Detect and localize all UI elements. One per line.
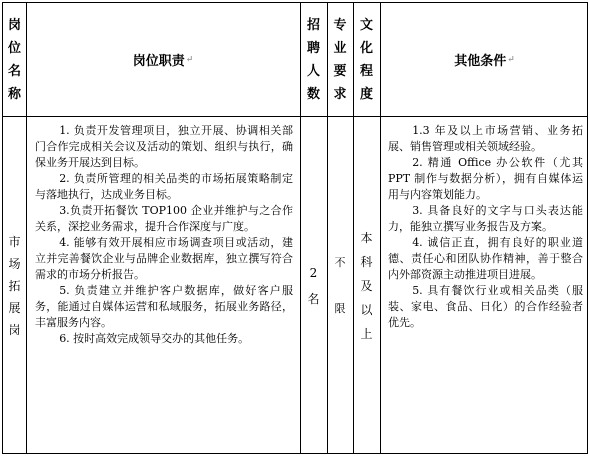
condition-item: 2. 精通 Office 办公软件（尤其 PPT 制作与数据分析），拥有自媒体运用与内容策划能力。 <box>388 156 583 201</box>
header-major: 专 业 要 求 <box>333 17 347 102</box>
header-education: 文 化 程 度 <box>359 17 373 102</box>
condition-item: 4. 诚信正直，拥有良好的职业道德、责任心和团队协作精神，善于整合内外部资源主动推进项目进展。 <box>388 236 583 281</box>
position-name: 市 场 拓 展 岗 <box>8 234 21 337</box>
duty-item: 4. 能够有效开展相应市场调查项目或活动，建立并完善餐饮企业与品牌企业数据库，独立撰写符合需求的市场分析报告。 <box>35 236 293 281</box>
header-other: 其他条件 ↵ <box>454 54 515 69</box>
job-table <box>2 2 588 454</box>
condition-item: 1.3 年及以上市场营销、业务拓展、销售管理或相关领域经验。 <box>388 124 583 153</box>
major-value: 不 限 <box>334 255 346 315</box>
header-headcount: 招 聘 人 数 <box>306 17 320 102</box>
duty-item: 6. 按时高效完成领导交办的其他任务。 <box>59 332 250 345</box>
conditions-list <box>382 119 589 331</box>
headcount-value: 2 名 <box>307 265 320 306</box>
duty-item: 1. 负责开发管理项目，独立开展、协调相关部门合作完成相关会议及活动的策划、组织与执行，确保业务开展达到目标。 <box>35 124 293 169</box>
duty-item: 3.负责开拓餐饮 TOP100 企业并维护与之合作关系，深挖业务需求，提升合作深度与广度。 <box>35 204 293 233</box>
duty-item: 5. 负责建立并维护客户数据库，做好客户服务，能通过自媒体运营和私域服务，拓展业务路径，丰富服务内容。 <box>35 284 293 329</box>
education-value: 本 科 及 以 上 <box>360 230 373 341</box>
condition-item: 3. 具备良好的文字与口头表达能力，能独立撰写业务报告及方案。 <box>388 204 583 233</box>
duty-item: 2. 负责所管理的相关品类的市场拓展策略制定与落地执行，达成业务目标。 <box>35 172 293 201</box>
header-position: 岗 位 名 称 <box>7 17 21 102</box>
table-divider <box>3 116 587 117</box>
condition-item: 5. 具有餐饮行业或相关品类（服装、家电、食品、日化）的合作经验者优先。 <box>388 284 583 329</box>
duties-list <box>29 119 299 347</box>
header-duties: 岗位职责 ↵ <box>132 54 194 69</box>
